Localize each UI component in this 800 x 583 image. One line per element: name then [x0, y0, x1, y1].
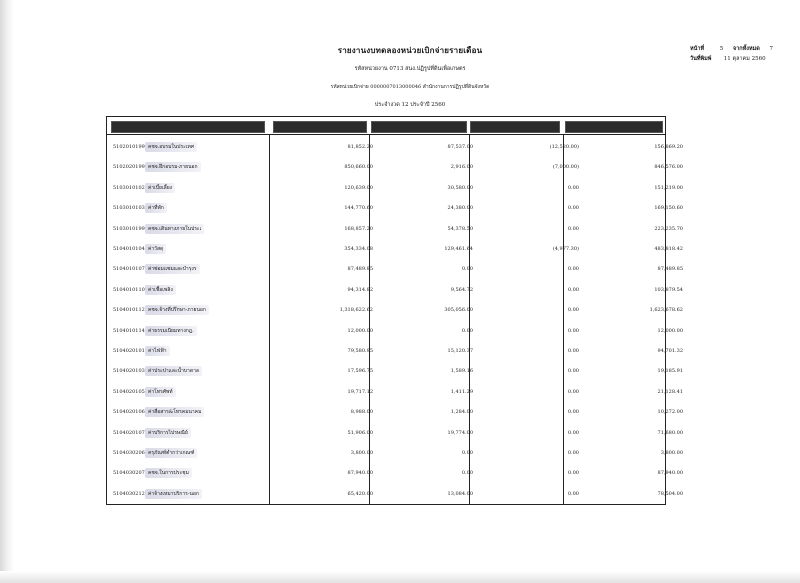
account-name: ค่าสื่อสาร&โทรคมนาคม	[145, 407, 204, 417]
account-code: 5104010107	[113, 266, 145, 273]
debit-amount: 19,774.00	[447, 429, 473, 436]
page-info	[690, 44, 773, 64]
credit-amount: 0.00	[567, 307, 579, 314]
closing-balance: 78,504.00	[657, 490, 683, 497]
opening-balance: 12,000.00	[347, 327, 373, 334]
report-header	[300, 44, 520, 109]
table-row	[107, 260, 683, 280]
account-name: ค่าที่พัก	[145, 203, 167, 213]
header-cell-closing	[565, 121, 663, 133]
closing-balance: 1,623,678.62	[649, 307, 683, 314]
credit-amount: 0.00	[567, 368, 579, 375]
debit-amount: 0.00	[461, 450, 473, 456]
closing-balance: 21,128.41	[657, 388, 683, 395]
account-code: 5104020103	[113, 368, 145, 375]
credit-amount: 0.00	[567, 429, 579, 436]
closing-balance: 71,680.00	[657, 429, 683, 436]
account-code: 5104020107	[113, 429, 145, 436]
account-code: 5104010110	[113, 286, 145, 293]
credit-amount: 0.00	[567, 490, 579, 497]
table-row	[107, 444, 683, 464]
debit-amount: 9,564.72	[450, 286, 473, 293]
of-label: จากทั้งหมด	[733, 46, 760, 52]
table-row	[107, 362, 683, 382]
page-number: 5	[719, 46, 724, 52]
closing-balance: 103,879.54	[654, 286, 683, 293]
report-title: รายงานงบทดลองหน่วยเบิกจ่ายรายเดือน	[337, 45, 483, 55]
unit-line: รหัสหน่วยเบิกจ่าย 0000007013000046 สำนักงานการปฏิรูปที่ดินจังหวัด	[330, 84, 490, 90]
opening-balance: 354,334.08	[344, 246, 373, 252]
closing-balance: 3,800.00	[660, 450, 683, 456]
closing-balance: 10,272.00	[657, 409, 683, 416]
opening-balance: 79,580.95	[347, 348, 373, 354]
account-name: ค่าบริการไปรษณีย์	[145, 428, 191, 438]
table-row	[107, 322, 683, 342]
debit-amount: 1,589.16	[450, 368, 473, 375]
credit-amount: 0.00	[567, 327, 579, 334]
account-code: 5102010199	[113, 144, 145, 150]
credit-amount: (4,977.30)	[552, 246, 579, 252]
opening-balance: 144,770.60	[344, 205, 373, 212]
closing-balance: 846,576.00	[654, 164, 683, 171]
debit-amount: 54,378.50	[447, 225, 473, 232]
credit-amount: 0.00	[567, 348, 579, 354]
account-name: คชจ.ฝึกอบรม-ภายนอก	[145, 162, 201, 172]
credit-amount: 0.00	[567, 266, 579, 273]
opening-balance: 94,314.82	[347, 286, 373, 293]
agency-line: รหัสหน่วยงาน 0713 สนง.ปฏิรูปที่ดินเพื่อเกษตร	[354, 66, 466, 72]
account-name: ค่าเบี้ยเลี้ยง	[145, 183, 175, 193]
closing-balance: 87,940.00	[657, 470, 683, 477]
print-date: 11 ตุลาคม 2560	[723, 56, 766, 62]
account-name: ค่าซ่อมแซมและบำรุงร	[145, 264, 200, 274]
account-code: 5103010103	[113, 205, 145, 212]
opening-balance: 51,906.00	[347, 429, 373, 436]
opening-balance: 87,489.85	[347, 266, 373, 273]
table-row	[107, 485, 683, 505]
opening-balance: 87,940.00	[347, 470, 373, 477]
closing-balance: 12,000.00	[657, 327, 683, 334]
closing-balance: 151,219.00	[654, 184, 683, 191]
scan-shadow-bottom	[0, 571, 800, 583]
table-row	[107, 138, 683, 158]
closing-balance: 156,869.20	[654, 144, 683, 150]
table-row	[107, 240, 683, 260]
header-cell-credit	[470, 121, 560, 133]
header-cell-opening	[273, 121, 367, 133]
opening-balance: 17,596.75	[347, 368, 373, 375]
table-row	[107, 424, 683, 444]
account-name: ครุภัณฑ์ต่ำกว่าเกณฑ์	[145, 448, 197, 458]
table-row	[107, 301, 683, 321]
closing-balance: 19,185.91	[657, 368, 683, 375]
account-name: ค่าประปาและน้ำบาดาล	[145, 366, 202, 376]
closing-balance: 483,818.42	[654, 246, 683, 252]
account-name: คชจ.ในการประชุม	[145, 468, 192, 478]
credit-amount: 0.00	[567, 205, 579, 212]
table-row	[107, 464, 683, 484]
debit-amount: 30,580.00	[447, 184, 473, 191]
table-row	[107, 403, 683, 423]
account-code: 5104010104	[113, 246, 145, 252]
account-name: คชจ.เดินทางภายในประเ	[145, 224, 204, 234]
debit-amount: 1,284.00	[450, 409, 473, 416]
account-code: 5104020101	[113, 348, 145, 354]
credit-amount: 0.00	[567, 286, 579, 293]
debit-amount: 0.00	[461, 266, 473, 273]
account-name: ค่าโทรศัพท์	[145, 387, 176, 397]
account-code: 5104030206	[113, 450, 145, 456]
account-code: 5102020199	[113, 164, 145, 171]
closing-balance: 94,701.32	[657, 348, 683, 354]
table-row	[107, 342, 683, 362]
header-divider	[107, 134, 665, 135]
account-name: ค่าไฟฟ้า	[145, 346, 170, 356]
account-code: 5103010199	[113, 225, 145, 232]
credit-amount: 0.00	[567, 450, 579, 456]
account-name: ค่าจ้างเหมาบริการ-นอก	[145, 489, 202, 499]
account-name: ค่าวัสดุ	[145, 244, 166, 254]
closing-balance: 223,235.70	[654, 225, 683, 232]
opening-balance: 168,857.20	[344, 225, 373, 232]
debit-amount: 13,084.00	[447, 490, 473, 497]
opening-balance: 120,639.00	[344, 184, 373, 191]
account-name: ค่าธรรมเนียมทางกฎ.	[145, 326, 197, 336]
table-row	[107, 199, 683, 219]
debit-amount: 1,411.29	[450, 388, 473, 395]
account-code: 5104030207	[113, 470, 145, 477]
account-code: 5104010114	[113, 327, 145, 334]
account-name: คชจ.จ้างที่ปรึกษา-ภายนอก	[145, 305, 209, 315]
print-date-label: วันที่พิมพ์	[690, 56, 712, 62]
opening-balance: 19,717.12	[347, 388, 373, 395]
account-name: ค่าเชื้อเพลิง	[145, 285, 176, 295]
debit-amount: 87,537.00	[447, 144, 473, 150]
debit-amount: 129,461.64	[444, 246, 473, 252]
opening-balance: 3,800.00	[350, 450, 373, 456]
opening-balance: 1,318,622.62	[339, 307, 373, 314]
credit-amount: 0.00	[567, 409, 579, 416]
table-row	[107, 383, 683, 403]
debit-amount: 0.00	[461, 470, 473, 477]
account-code: 5104010112	[113, 307, 145, 314]
debit-amount: 24,380.00	[447, 205, 473, 212]
table-row	[107, 220, 683, 240]
debit-amount: 2,916.00	[450, 164, 473, 171]
debit-amount: 15,120.37	[447, 348, 473, 354]
header-cell-debit	[371, 121, 467, 133]
scan-shadow-left	[0, 0, 14, 583]
account-code: 5104020106	[113, 409, 145, 416]
credit-amount: 0.00	[567, 184, 579, 191]
credit-amount: (7,000.00)	[552, 164, 579, 171]
header-cell-account	[111, 121, 265, 133]
closing-balance: 87,489.85	[657, 266, 683, 273]
debit-amount: 305,056.00	[444, 307, 473, 314]
period-line: ประจำงวด 12 ประจำปี 2560	[374, 102, 446, 108]
account-code: 5104020105	[113, 388, 145, 395]
opening-balance: 8,988.00	[350, 409, 373, 416]
debit-amount: 0.00	[461, 327, 473, 334]
table-row	[107, 179, 683, 199]
account-name: คชจ.อบรมในประเทศ	[145, 142, 197, 152]
opening-balance: 81,852.20	[347, 144, 373, 150]
closing-balance: 169,150.60	[654, 205, 683, 212]
table-row	[107, 281, 683, 301]
opening-balance: 850,660.00	[344, 164, 373, 171]
credit-amount: (12,520.00)	[549, 144, 579, 150]
account-code: 5103010102	[113, 184, 145, 191]
page-label: หน้าที่	[690, 46, 705, 52]
credit-amount: 0.00	[567, 470, 579, 477]
opening-balance: 65,420.00	[347, 490, 373, 497]
account-code: 5104030212	[113, 490, 145, 497]
table-row	[107, 158, 683, 178]
credit-amount: 0.00	[567, 388, 579, 395]
trial-balance-table	[106, 116, 683, 505]
credit-amount: 0.00	[567, 225, 579, 232]
total-pages: 7	[769, 46, 774, 52]
